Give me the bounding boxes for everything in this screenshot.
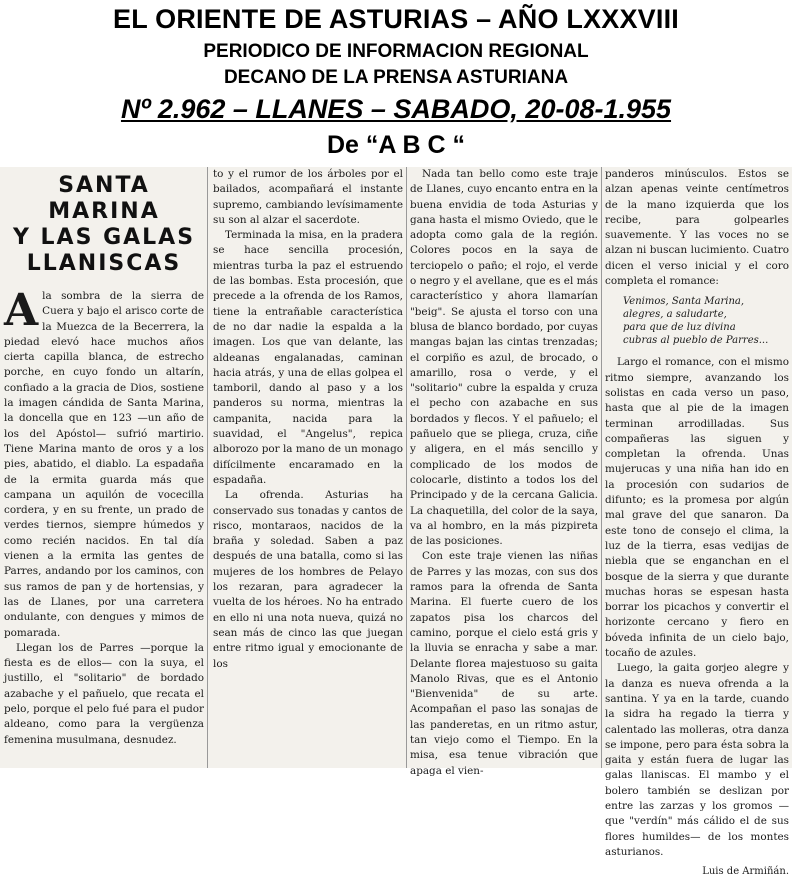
paragraph: Luego, la gaita gorjeo alegre y la danza es nueva ofrenda a la santina. Y ya en la tarde, cuando la sidra ha regado la tierra y calentado las molleras, otra danza se impone, pero para ésta sobra la gaita y están fuera de lugar las galas llaniscas. El mambo y el bolero también se deslizan por entre las zarzas y los gromos —que "verdín" más cálido el de sus flores humildes— de los montes asturianos. xyxy=(605,662,789,858)
article-title-line-2: Y LAS GALAS LLANISCAS xyxy=(12,225,196,276)
poem-line: alegres, a saludarte, xyxy=(623,309,727,321)
article-title xyxy=(4,173,204,277)
newspaper-subtitle: PERIODICO DE INFORMACION REGIONAL xyxy=(203,41,589,62)
paragraph: panderos minúsculos. Estos se alzan apenas veinte centímetros de la mano izquierda que los recibe, para golpearles suavemente. Y las voces no se alzan ni buscan lucimiento. Cuatro dicen el verso inicial y el coro completa el romance: xyxy=(605,168,789,288)
paragraph: La ofrenda. Asturias ha conservado sus tonadas y cantos de risco, montaraos, nacidos de la braña y soledad. Saben a paz después de una batalla, como si las mujeres de los hombres de Pelayo los rezaran, para agradecer la vuelta de los héroes. No ha entrado en ello ni una nota nueva, quizá no sean más de cinco las que juegan entre ritmo igual y emocionante de los xyxy=(213,489,403,670)
paragraph: Con este traje vienen las niñas de Parres y las mozas, con sus dos ramos para la ofrenda de Santa Marina. El fuerte cuero de los zapatos pisa los charcos del camino, porque el cielo está gris y la lluvia se enracha y sabe a mar. Delante florea majestuoso su gaita Manolo Rivas, que es el Antonio "Bienvenida" de su arte. Acompañan el paso las sonajas de las panderetas, en un ritmo astur, tan viejo como el Tiempo. En la misa, esa tenue vibración que apaga el vien- xyxy=(410,550,598,777)
column-divider xyxy=(406,167,407,768)
newspaper-clipping xyxy=(0,167,792,878)
article-column-1 xyxy=(4,167,204,768)
paragraph: Ala sombra de la sierra de Cuera y bajo el arisco corte de la Muezca de la Becerrera, la piedad elevó hace muchos años cierta capilla blanca, de estrecho porche, en cuyo fondo un altarín, confiado a la gracia de Dios, sostiene la imagen cándida de Santa Marina, la doncella que en 123 —un año de los del Apóstol— sufrió martirio. Tiene Marina manto de oros y a los pies, abatido, el diablo. La espadaña de la ermita guarda más que campana un aquilón de vocecilla cordera, y en su frente, un prado de verdes tiernos, siempre húmedos y como recién nacidos. En tal día vienen a la ermita las gentes de Parres, andando por los caminos, con sus ramos de pan y de hortensias, y las de Llanes, por una carretera ondulante, con dengues y mimos de pomarada. xyxy=(4,285,204,639)
newspaper-title: EL ORIENTE DE ASTURIAS – AÑO LXXXVIII xyxy=(113,4,679,34)
article-column-4 xyxy=(605,167,789,878)
poem-line: para que de luz divina xyxy=(623,322,736,334)
column-divider xyxy=(601,167,602,768)
newspaper-tagline: DECANO DE LA PRENSA ASTURIANA xyxy=(223,67,569,88)
paragraph: Terminada la misa, en la pradera se hace sencilla procesión, mientras turba la paz el estruendo de las bombas. Esta procesión, que precede a la ofrenda de los Ramos, tiene la entrañable característica de no dar nadie la espalda a la imagen. Los que van delante, las aldeanas engalanadas, caminan hacia atrás, y una de ellas golpea el tamboril, dando al paso y a los panderos su norma, mientras la campanita, nacida para la suavidad, el "Angelus", repica alborozo por la mano de un monago difícilmente encaramado en la espadaña. xyxy=(213,229,403,486)
paragraph: Largo el romance, con el mismo ritmo siempre, avanzando los solistas en cada verso un paso, hasta que al pie de la imagen terminan arrodilladas. Sus compañeras las siguen y completan la ofrenda. Unas mujerucas y una niña han ido en la procesión con sudarios de difunto; es la promesa por algún mal grave del que sanaron. Da este tono de consejo el clima, la luz de la tierra, esas vedijas de niebla que se enganchan en el bosque de la sierra y que durante muchas horas se espesan hasta borrar los picachos y convertir el horizonte cercano y fiero en bóveda infinita de un cielo bajo, tocaño de azules. xyxy=(605,356,789,660)
paragraph: Llegan los de Parres —porque la fiesta es de ellos— con la suya, el justillo, el "solitario" de bordado azabache y el pañuelo, que recata el pelo, porque el pelo fué para el pudor aldeano, como para la vergüenza femenina musulmana, desnudez. xyxy=(4,641,204,746)
article-title-line-1: SANTA MARINA xyxy=(48,173,160,224)
article-column-2 xyxy=(213,167,403,768)
paragraph: to y el rumor de los árboles por el bailados, acompañará el instante supremo, cambiando levísimamente su son al alzar el sacerdote. xyxy=(213,168,403,226)
author-signature: Luis de Armiñán. xyxy=(702,866,789,878)
drop-cap: A xyxy=(4,285,39,336)
column-divider xyxy=(207,167,208,768)
source-line: De “A B C “ xyxy=(327,131,465,159)
poem-line: cubras al pueblo de Parres... xyxy=(623,335,769,347)
article-column-3 xyxy=(410,167,598,777)
poem-verse xyxy=(623,295,789,347)
issue-line: Nº 2.962 – LLANES – SABADO, 20-08-1.955 xyxy=(120,94,672,124)
poem-line: Venimos, Santa Marina, xyxy=(623,296,745,308)
paragraph: Nada tan bello como este traje de Llanes, cuyo encanto entra en la buena envidia de toda Asturias y gana hasta el mismo Oviedo, que le adopta como gala de la región. Colores pocos en la saya de terciopelo o paño; el rojo, el verde o negro y el avellane, que es el más característico y ahora llamarían "beig". Se ajusta el torso con una blusa de blanco bordado, por cuyas mangas bajan las cintas trenzadas; el corpiño es azul, de brocado, o amarillo, rosa o verde, y el "solitario" cubre la espalda y cruza el pecho con azabache en sus bordados y flecos. Y el pañuelo; el pañuelo que se pliega, cruza, ciñe y aligera, en el más sencillo y complicado de los modos de colocarle, distinto a todos los del Principado y de la cercana Galicia. La chaquetilla, del color de la saya, va al hombro, en la más pizpireta de las posiciones. xyxy=(410,168,598,548)
